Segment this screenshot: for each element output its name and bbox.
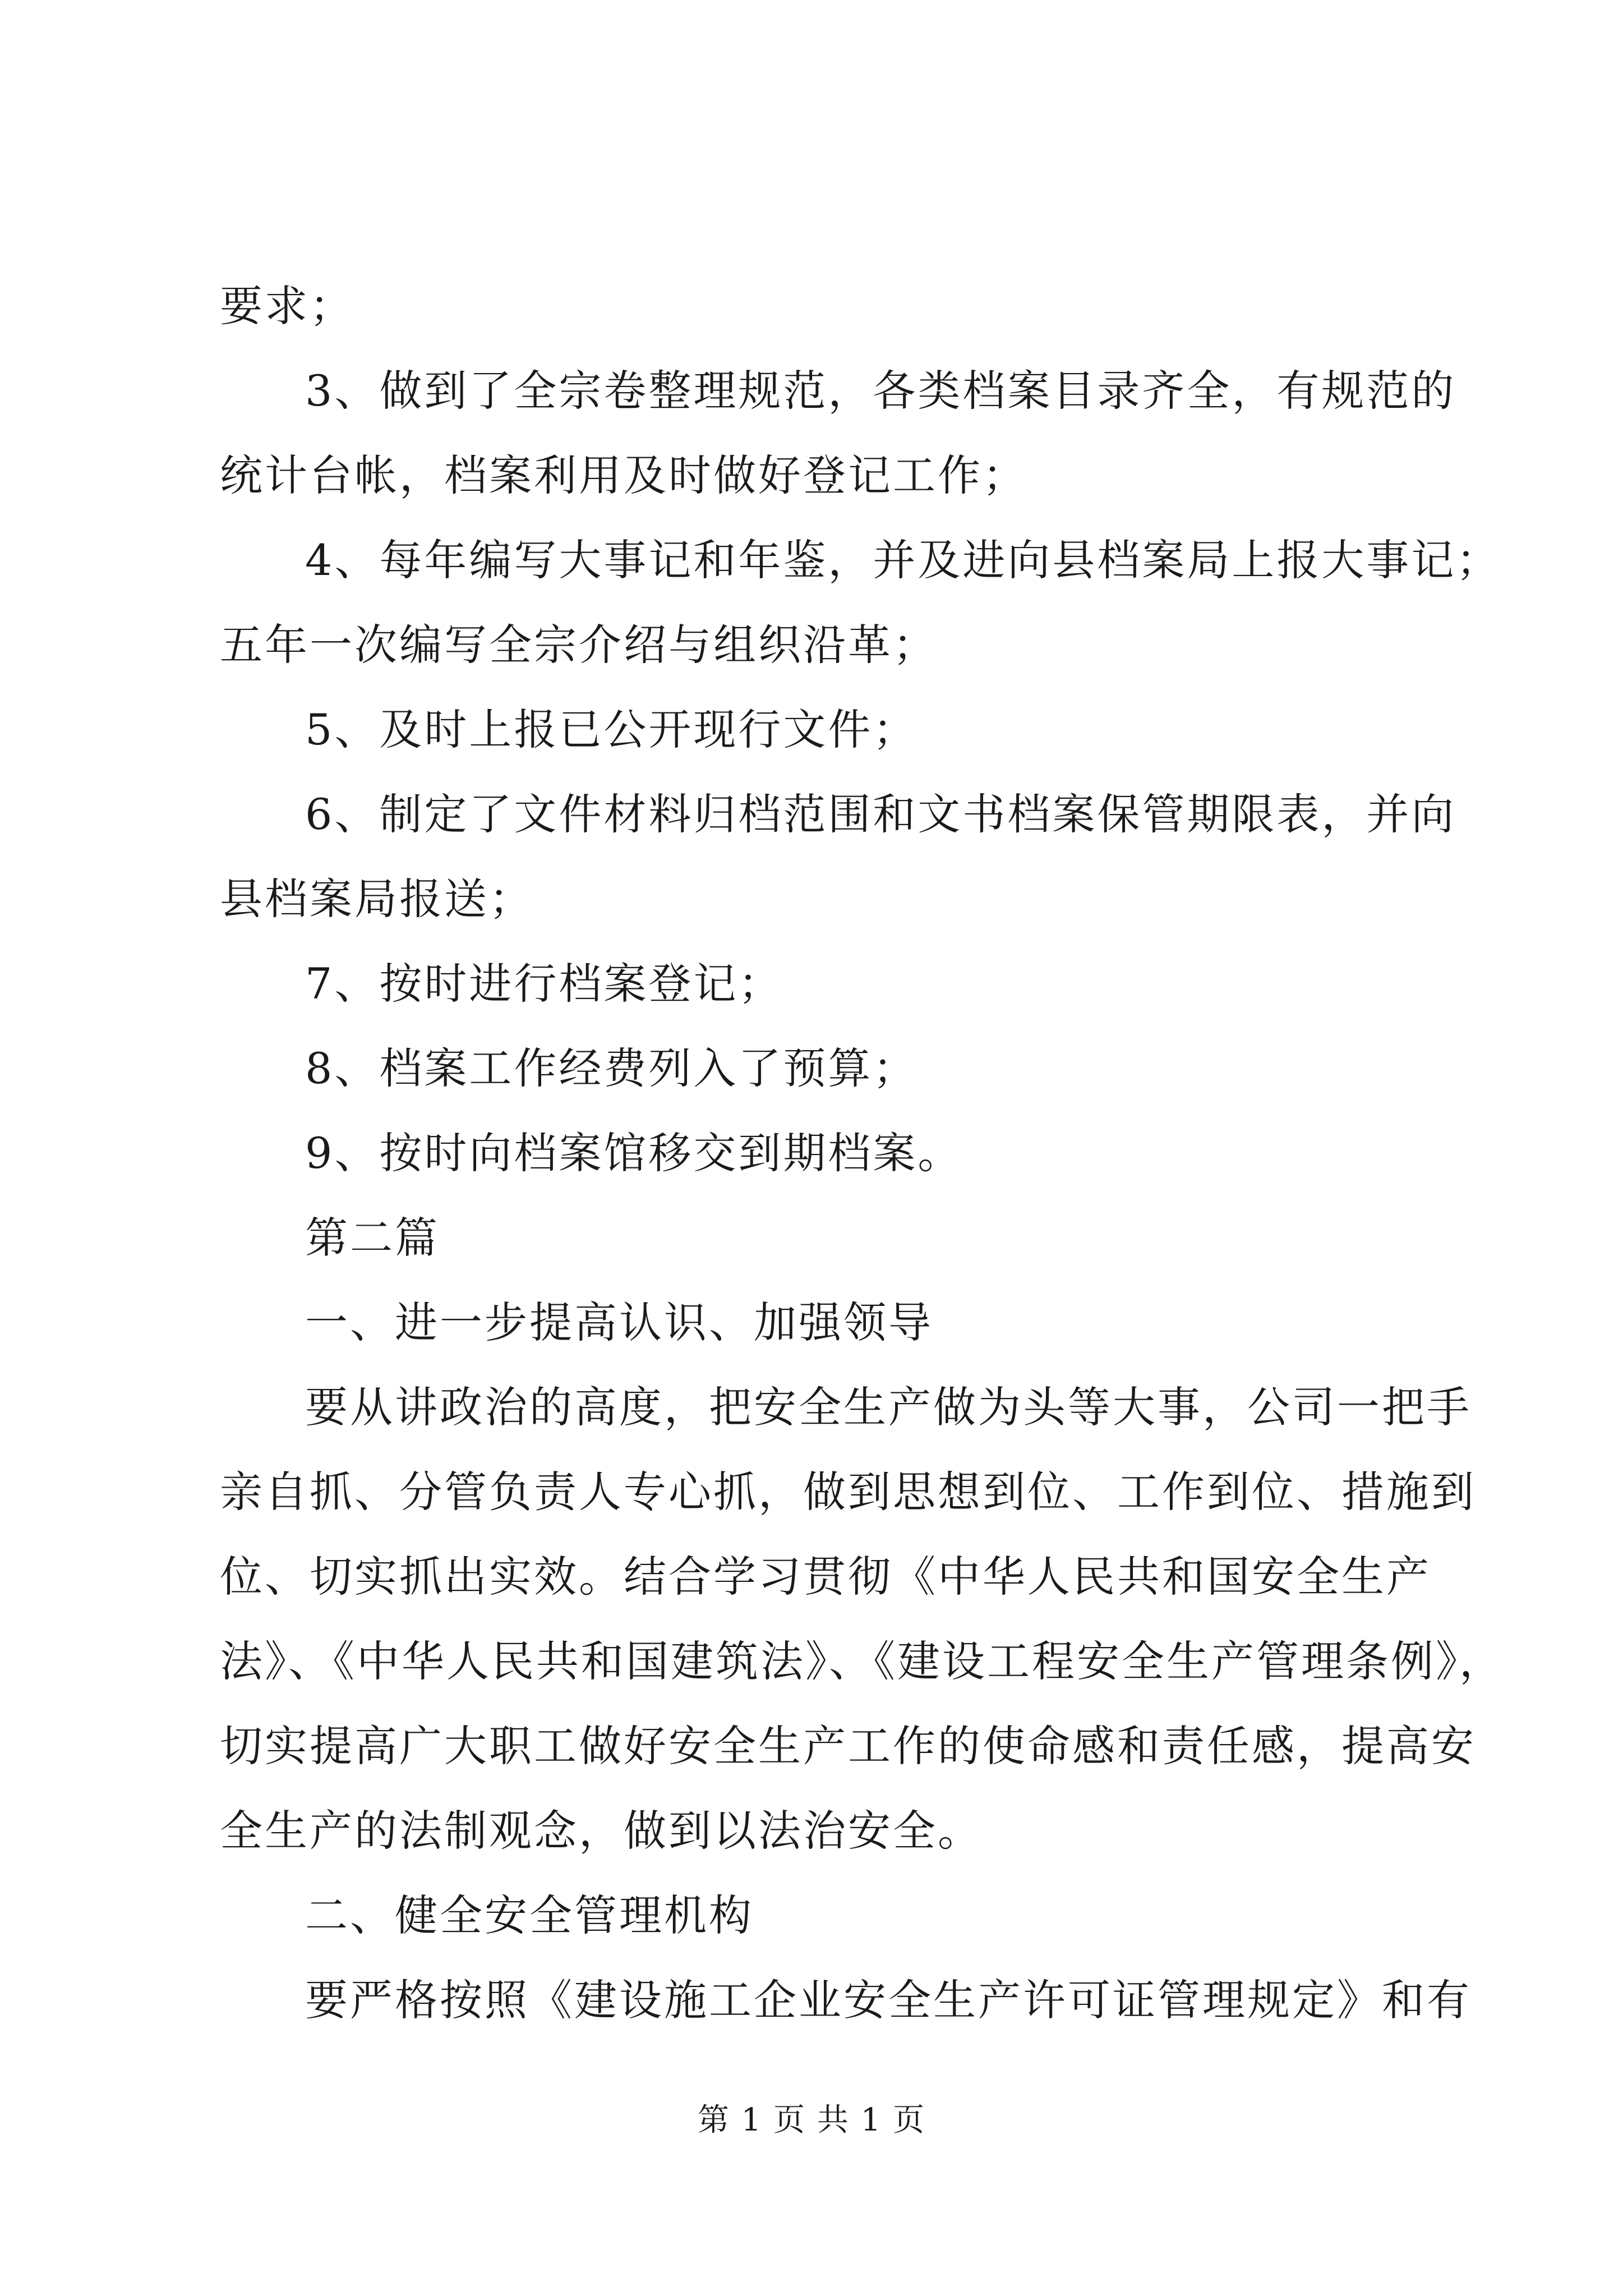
text-line-9: 7、按时进行档案登记； xyxy=(305,959,783,1009)
text-line-18: 切实提高广大职工做好安全生产工作的使命感和责任感，提高安 xyxy=(220,1721,1476,1771)
text-line-15: 亲自抓、分管负责人专心抓，做到思想到位、工作到位、措施到 xyxy=(220,1467,1476,1517)
text-line-19: 全生产的法制观念，做到以法治安全。 xyxy=(220,1806,983,1856)
text-line-4: 4、每年编写大事记和年鉴，并及进向县档案局上报大事记； xyxy=(305,535,1501,585)
text-line-3: 统计台帐，档案利用及时做好登记工作； xyxy=(220,450,1027,500)
text-line-6: 5、及时上报已公开现行文件； xyxy=(305,705,918,754)
document-body xyxy=(220,264,1504,2042)
text-line-10: 8、档案工作经费列入了预算； xyxy=(305,1043,918,1093)
section-heading-1: 一、进一步提高认识、加强领导 xyxy=(305,1297,933,1347)
text-line-14: 要从讲政治的高度，把安全生产做为头等大事，公司一把手 xyxy=(305,1382,1472,1432)
text-line-7: 6、制定了文件材料归档范围和文书档案保管期限表，并向 xyxy=(305,789,1456,839)
text-line-1: 要求； xyxy=(220,281,354,331)
text-line-8: 县档案局报送； xyxy=(220,874,534,924)
text-line-16: 位、切实抓出实效。结合学习贯彻《中华人民共和国安全生产 xyxy=(220,1552,1431,1602)
section-heading-second: 第二篇 xyxy=(305,1213,440,1263)
section-heading-2: 二、健全安全管理机构 xyxy=(305,1890,754,1940)
page-number-label: 第 1 页 共 1 页 xyxy=(697,2102,926,2138)
text-line-5: 五年一次编写全宗介绍与组织沿革； xyxy=(220,620,938,670)
text-line-21: 要严格按照《建设施工企业安全生产许可证管理规定》和有 xyxy=(305,1975,1472,2025)
page-footer xyxy=(0,2098,1623,2143)
text-line-17: 法》、《中华人民共和国建筑法》、《建设工程安全生产管理条例》， xyxy=(220,1636,1504,1686)
text-line-11: 9、按时向档案馆移交到期档案。 xyxy=(305,1128,963,1178)
text-line-2: 3、做到了全宗卷整理规范，各类档案目录齐全，有规范的 xyxy=(305,366,1456,416)
